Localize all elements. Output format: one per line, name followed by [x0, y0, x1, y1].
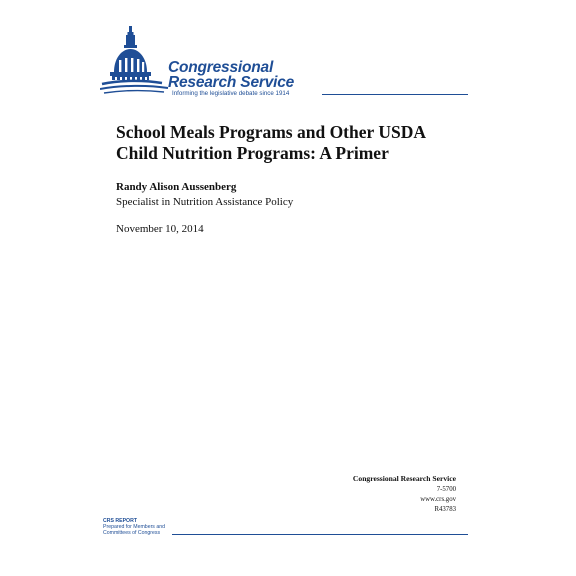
- author-title: Specialist in Nutrition Assistance Policy: [116, 196, 294, 208]
- brand-name-line1: Congressional: [168, 59, 274, 76]
- capitol-dome-icon: [100, 22, 172, 98]
- publisher-info: [300, 473, 456, 515]
- report-audience-line1: Prepared for Members and: [103, 524, 165, 530]
- report-label: CRS REPORT: [103, 518, 138, 524]
- brand-name: [168, 60, 294, 90]
- brand-name-line2: Research Service: [168, 74, 295, 91]
- author-name: Randy Alison Aussenberg: [116, 181, 237, 193]
- document-title: [116, 122, 476, 164]
- publication-date: November 10, 2014: [116, 223, 204, 235]
- crs-logo: [100, 22, 470, 100]
- brand-tagline: Informing the legislative debate since 1914: [172, 90, 290, 97]
- report-footer: [103, 518, 165, 536]
- document-title-line2: Child Nutrition Programs: A Primer: [116, 143, 389, 163]
- report-number: R43783: [434, 506, 456, 513]
- publisher-code: 7-5700: [436, 486, 456, 493]
- footer-divider: [172, 534, 468, 535]
- publisher-name: Congressional Research Service: [352, 474, 456, 483]
- header-divider: [322, 94, 468, 95]
- publisher-website: www.crs.gov: [420, 496, 456, 503]
- report-audience-line2: Committees of Congress: [103, 530, 161, 536]
- document-title-line1: School Meals Programs and Other USDA: [116, 122, 426, 142]
